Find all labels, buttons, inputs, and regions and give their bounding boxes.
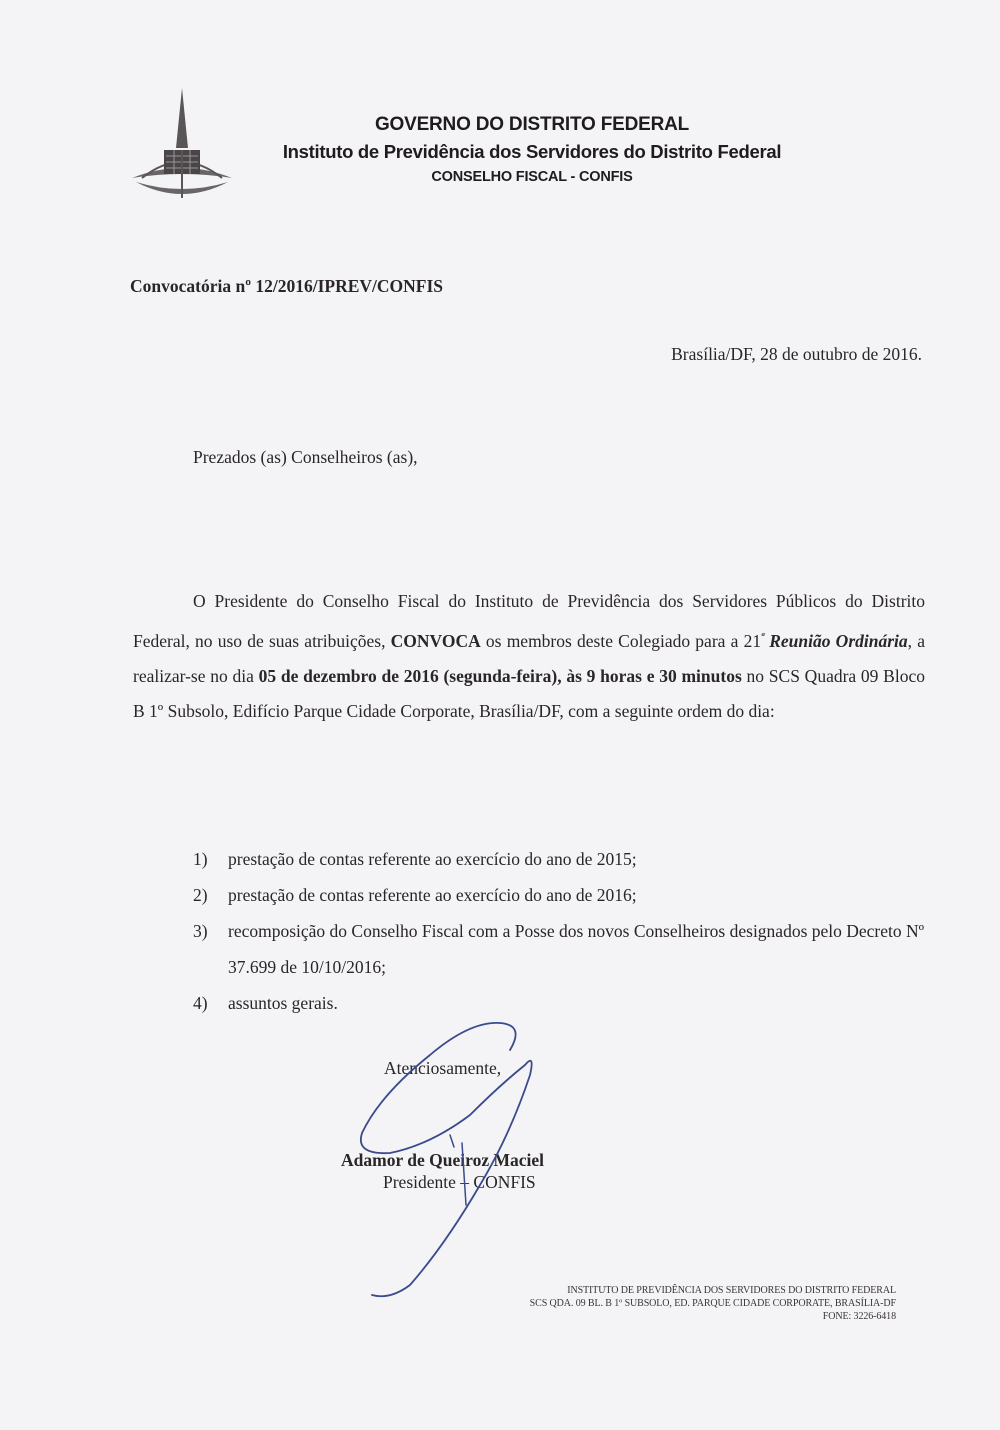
agenda-item (193, 913, 933, 985)
footer-phone: FONE: 3226-6418 (822, 1311, 896, 1322)
body-text-2: os membros deste Colegiado para a 21 (480, 630, 762, 651)
signer-role: Presidente – CONFIS (383, 1172, 536, 1192)
letterhead-government: GOVERNO DO DISTRITO FEDERAL (374, 114, 690, 135)
agenda-number: 3) (193, 921, 208, 941)
greeting: Prezados (as) Conselheiros (as), (193, 447, 418, 467)
body-text-4: no SCS Quadra 09 Bloco B 1º Subsolo, Edifício Parque Cidade Corporate, Brasília/DF, com a seguinte ordem do dia: (133, 665, 925, 722)
brasilia-palace-emblem-icon (128, 86, 236, 200)
body-text-3: , a realizar-se no dia (133, 630, 925, 686)
agenda-number: 1) (193, 849, 208, 869)
letterhead-council: CONSELHO FISCAL - CONFIS (431, 169, 633, 185)
agenda-text: prestação de contas referente ao exercício do ano de 2015; (228, 849, 637, 869)
place-date: Brasília/DF, 28 de outubro de 2016. (671, 344, 922, 364)
closing-salutation: Atenciosamente, (384, 1058, 502, 1078)
agenda-text: recomposição do Conselho Fiscal com a Posse dos novos Conselheiros designados pelo Decreto Nº 37.699 de 10/10/2016; (228, 921, 925, 977)
agenda-item (193, 877, 933, 913)
footer-institute: INSTITUTO DE PREVIDÊNCIA DOS SERVIDORES DO DISTRITO FEDERAL (567, 1285, 896, 1296)
agenda-text: prestação de contas referente ao exercício do ano de 2016; (228, 885, 637, 905)
document-reference: Convocatória nº 12/2016/IPREV/CONFIS (130, 276, 444, 296)
agenda-list (193, 841, 933, 1021)
ordinal-indicator: ª (761, 630, 765, 643)
handwritten-signature (350, 1015, 550, 1305)
agenda-number: 4) (193, 993, 208, 1013)
convocation-paragraph (133, 584, 925, 730)
signer-name: Adamor de Queiroz Maciel (341, 1150, 544, 1170)
meeting-datetime: 05 de dezembro de 2016 (segunda-feira), às 9 horas e 30 minutos (258, 665, 742, 686)
agenda-item (193, 841, 933, 877)
body-text-1: O Presidente do Conselho Fiscal do Instituto de Previdência dos Servidores Públicos do Distrito Federal, no uso de suas atribuições, (133, 591, 925, 651)
agenda-number: 2) (193, 885, 208, 905)
letterhead-institute: Instituto de Previdência dos Servidores do Distrito Federal (282, 141, 782, 162)
convoca-word: CONVOCA (390, 630, 481, 651)
footer-address-line: SCS QDA. 09 BL. B 1º SUBSOLO, ED. PARQUE CIDADE CORPORATE, BRASÍLIA-DF (529, 1298, 896, 1309)
agenda-item (193, 985, 933, 1021)
footer-address (530, 1284, 896, 1323)
meeting-name: Reunião Ordinária (769, 630, 908, 651)
agenda-text: assuntos gerais. (228, 993, 338, 1013)
